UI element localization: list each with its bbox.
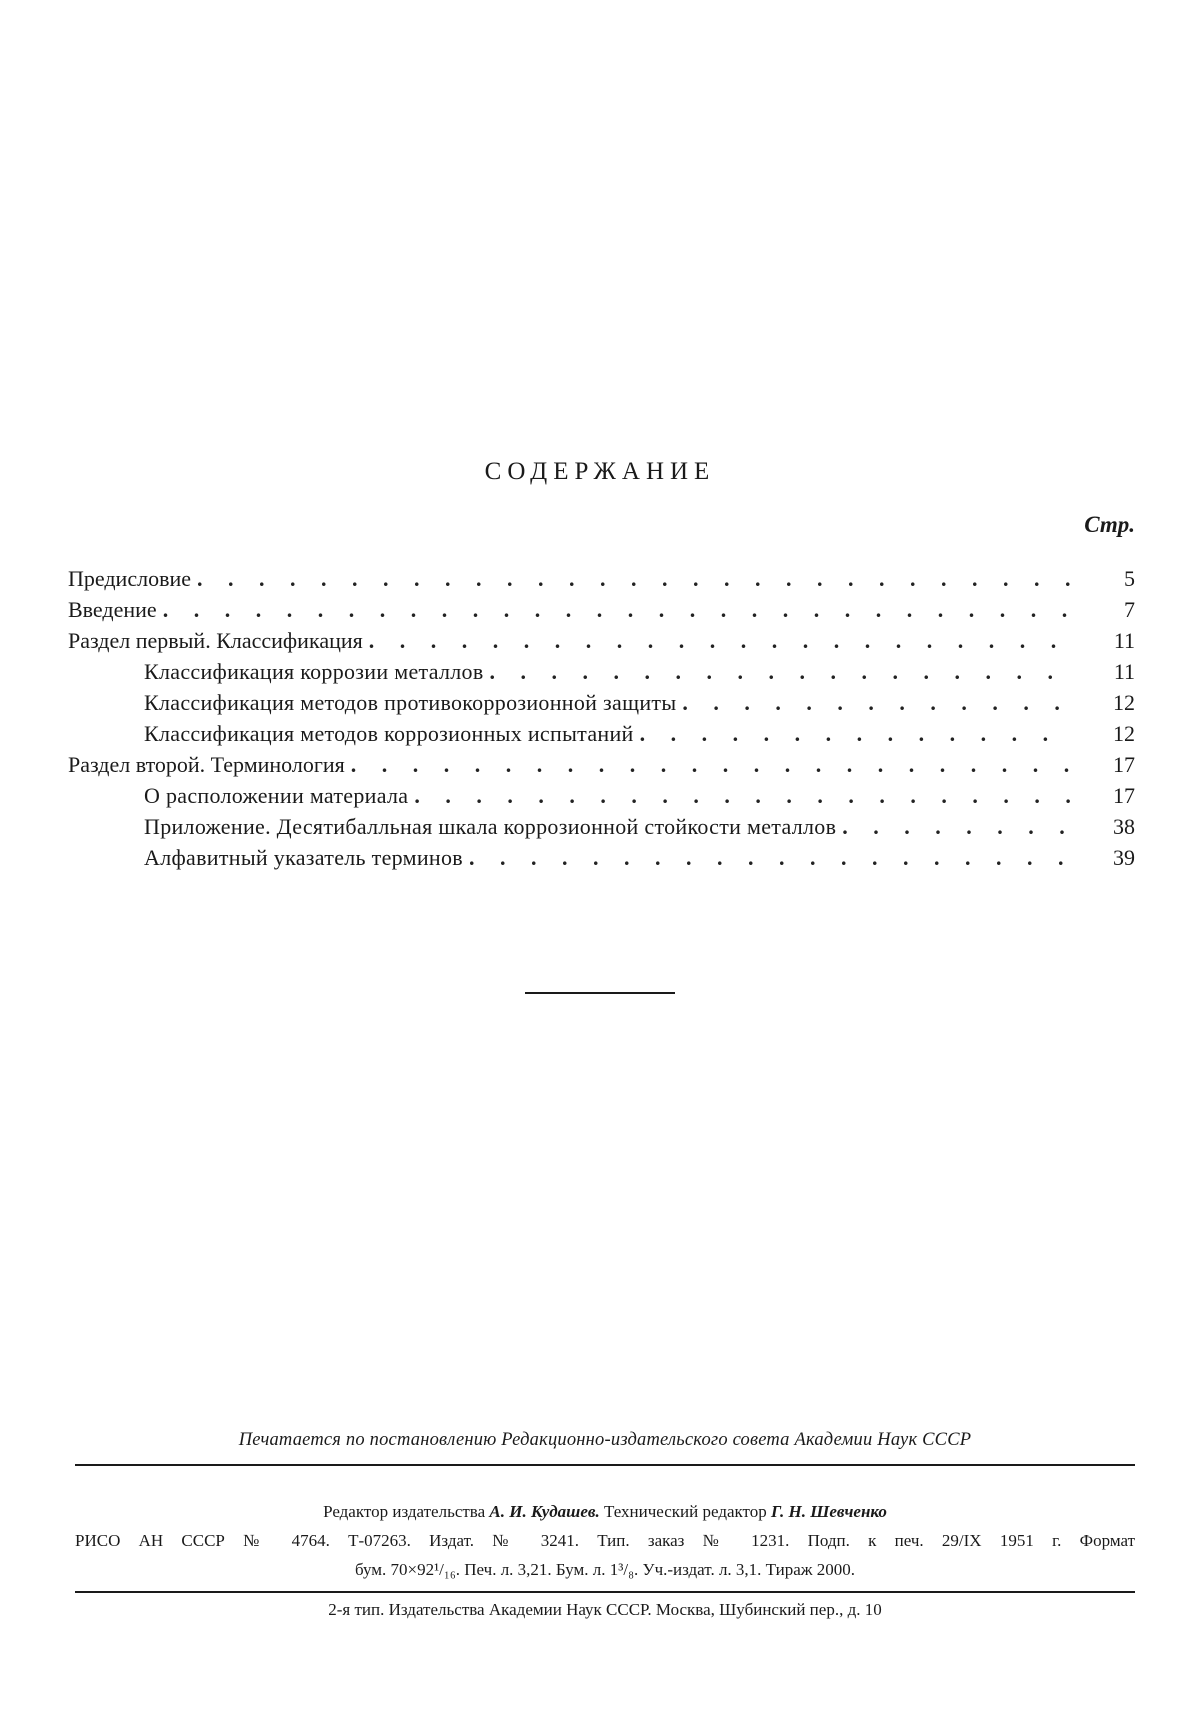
toc-entry-label: Классификация методов противокоррозионной защиты <box>144 690 677 715</box>
toc-dot-leader <box>414 783 1073 809</box>
toc-entry-label: Раздел первый. Классификация <box>68 628 363 653</box>
toc-entry-page: 39 <box>1113 845 1135 870</box>
imprint-editors-line <box>75 1497 1135 1526</box>
page-column-header: Стр. <box>1084 512 1135 537</box>
toc-dot-leader <box>163 597 1073 623</box>
toc-entry-page: 11 <box>1113 628 1135 653</box>
toc-entry-page: 11 <box>1113 659 1135 684</box>
imprint-note: Печатается по постановлению Редакционно-издательского совета Академии Наук СССР <box>238 1430 972 1450</box>
toc-entry-page: 12 <box>1113 690 1135 715</box>
toc-entry-label: Приложение. Десятибалльная шкала коррозионной стойкости металлов <box>144 814 837 839</box>
toc-entry-appendix <box>68 814 1135 845</box>
toc-dot-leader <box>490 659 1073 685</box>
toc-entry-page: 17 <box>1113 783 1135 808</box>
editor-prefix: Редактор издательства <box>323 1502 486 1521</box>
toc-entry-testing-methods <box>68 721 1135 752</box>
toc-entry-preface <box>68 566 1135 597</box>
toc-entry-label: Классификация методов коррозионных испытаний <box>144 721 634 746</box>
toc-entry-label: Классификация коррозии металлов <box>144 659 484 684</box>
section-divider <box>525 992 675 994</box>
toc-dot-leader <box>640 721 1073 747</box>
toc-entry-index <box>68 845 1135 876</box>
imprint-rule-bottom <box>75 1591 1135 1593</box>
toc-dot-leader <box>842 814 1073 840</box>
toc-entry-label: О расположении материала <box>144 783 409 808</box>
toc-entry-label: Предисловие <box>68 566 191 591</box>
toc-entry-page: 5 <box>1124 566 1135 591</box>
toc-entry-label: Введение <box>68 597 157 622</box>
toc-dot-leader <box>469 845 1073 871</box>
toc-entry-label: Алфавитный указатель терминов <box>144 845 463 870</box>
tech-editor-prefix: Технический редактор <box>603 1502 767 1521</box>
tech-editor-name: Г. Н. Шевченко <box>771 1502 887 1521</box>
toc-dot-leader <box>351 752 1073 778</box>
toc-entry-introduction <box>68 597 1135 628</box>
toc-dot-leader <box>197 566 1073 592</box>
toc-dot-leader <box>369 628 1073 654</box>
toc-entry-page: 7 <box>1124 597 1135 622</box>
toc-entry-protection-methods <box>68 690 1135 721</box>
imprint-block <box>75 1497 1135 1584</box>
imprint-rule-top <box>75 1464 1135 1466</box>
toc-entry-section-one <box>68 628 1135 659</box>
imprint-printer: 2-я тип. Издательства Академии Наук СССР. Москва, Шубинский пер., д. 10 <box>328 1600 882 1619</box>
toc-entry-section-two <box>68 752 1135 783</box>
toc-title: СОДЕРЖАНИЕ <box>484 458 716 485</box>
imprint-details-line-2: бум. 70×92¹/₁₆. Печ. л. 3,21. Бум. л. 1³/₈. Уч.-издат. л. 3,1. Тираж 2000. <box>354 1560 856 1579</box>
toc-entry-page: 17 <box>1113 752 1135 777</box>
imprint-details-line-1: РИСО АН СССР № 4764. Т-07263. Издат. № 3241. Тип. заказ № 1231. Подп. к печ. 29/IX 1951 г. Формат <box>75 1531 1135 1550</box>
toc-dot-leader <box>682 690 1073 716</box>
toc-entry-label: Раздел второй. Терминология <box>68 752 345 777</box>
toc-entry-page: 38 <box>1113 814 1135 839</box>
editor-name: А. И. Кудашев. <box>489 1502 600 1521</box>
table-of-contents <box>68 566 1135 876</box>
toc-entry-page: 12 <box>1113 721 1135 746</box>
toc-entry-corrosion-classification <box>68 659 1135 690</box>
toc-entry-material-layout <box>68 783 1135 814</box>
